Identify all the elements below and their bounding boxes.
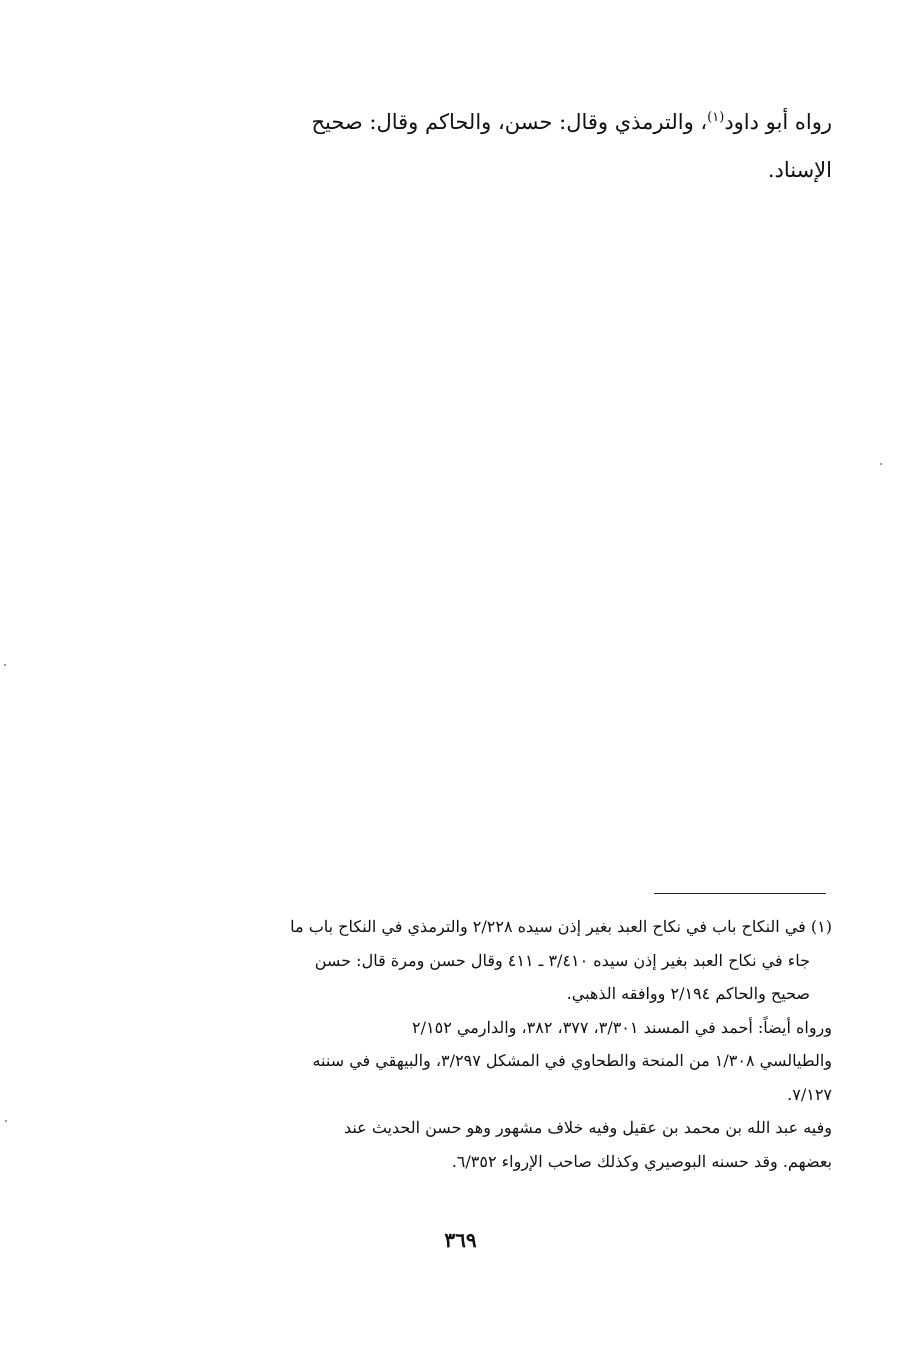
main-text-line-1: [138, 98, 832, 146]
main-text-line-2: الإسناد.: [767, 158, 832, 182]
main-text-segment: ، والترمذي وقال: حسن، والحاكم وقال: صحيح: [311, 110, 708, 134]
footnote-separator-rule: [654, 893, 826, 894]
scan-speck: [5, 1120, 7, 1122]
footnote-line: [138, 910, 832, 944]
footnotes-section: [138, 910, 832, 1178]
main-body-text: [138, 98, 832, 194]
page-number: ٣٦٩: [444, 1228, 477, 1252]
footnote-1-continuation-sources: [138, 1011, 832, 1112]
footnote-reference-marker: (١): [707, 110, 725, 125]
footnote-number: (١): [810, 917, 832, 936]
footnote-1: [138, 910, 832, 1011]
footnote-line: صحيح والحاكم ٢/١٩٤ ووافقه الذهبي.: [566, 984, 810, 1003]
footnote-line-text: في النكاح باب في نكاح العبد بغير إذن سيده ٢/٢٢٨ والترمذي في النكاح باب ما: [290, 917, 806, 936]
footnote-line: ٧/١٢٧.: [787, 1084, 832, 1104]
footnote-1-continuation-grading: [138, 1111, 832, 1178]
footnote-line: جاء في نكاح العبد بغير إذن سيده ٣/٤١٠ ـ ٤١١ وقال حسن ومرة قال: حسن: [314, 950, 810, 970]
footnote-line: والطيالسي ١/٣٠٨ من المنحة والطحاوي في المشكل ٣/٢٩٧، والبيهقي في سننه: [312, 1051, 832, 1070]
scan-speck: [4, 664, 6, 666]
footnote-line: ورواه أيضاً: أحمد في المسند ٣/٣٠١، ٣٧٧، ٣٨٢، والدارمي ٢/١٥٢: [412, 1017, 832, 1037]
scan-speck: [880, 463, 882, 465]
main-text-segment: رواه أبو داود: [724, 110, 832, 134]
footnote-line: وفيه عبد الله بن محمد بن عقيل وفيه خلاف مشهور وهو حسن الحديث عند: [343, 1118, 832, 1137]
footnote-line: بعضهم. وقد حسنه البوصيري وكذلك صاحب الإرواء ٦/٣٥٢.: [451, 1151, 832, 1171]
